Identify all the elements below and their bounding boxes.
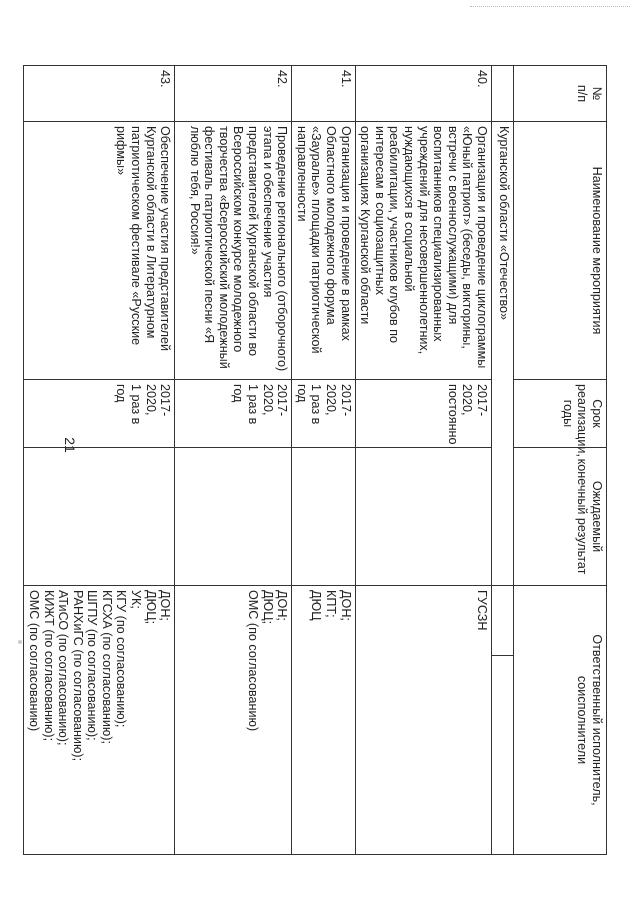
header-term: Срок реализации, годы bbox=[514, 380, 607, 448]
row-result bbox=[292, 448, 355, 586]
row-name: Организация и проведение циклограммы «Юный патриот» (беседы, викторины, встречи с военнослужащими) для воспитанников специализированных учреждений для несовершеннолетних, нуждающихся в социальной реабилитации, участников клубов по интересам в социозащитных организациях Курганской области bbox=[355, 122, 491, 380]
section-row bbox=[492, 66, 514, 855]
section-empty-cell bbox=[492, 66, 514, 122]
row-responsible: ДОН; ДЮЦ; ОМС (по согласованию) bbox=[175, 586, 292, 855]
row-number: 43. bbox=[24, 66, 175, 122]
row-number: 42. bbox=[175, 66, 292, 122]
table-row bbox=[175, 66, 292, 855]
section-empty-cell bbox=[492, 656, 514, 855]
row-responsible: ДОН; КПТ; ДЮЦ bbox=[292, 586, 355, 855]
row-name: Обеспечение участия представителей Курганской области в Литературном патриотическом фестивале «Русские рифмы» bbox=[24, 122, 175, 380]
row-result bbox=[355, 448, 491, 586]
row-number: 41. bbox=[292, 66, 355, 122]
row-term: 2017-2020, 1 раз в год bbox=[24, 380, 175, 448]
row-term: 2017-2020, постоянно bbox=[355, 380, 491, 448]
table-row bbox=[24, 66, 175, 855]
section-empty-cell bbox=[492, 586, 514, 656]
header-responsible: Ответственный исполнитель, соисполнители bbox=[514, 586, 607, 855]
row-number: 40. bbox=[355, 66, 491, 122]
table-row bbox=[355, 66, 491, 855]
row-name: Проведение регионального (отборочного) этапа и обеспечение участия представителей Курганской области во Всероссийском конкурсе молодежного творчества «Всероссийский молодежный фестиваль патриотической песни «Я люблю тебя, Россия!» bbox=[175, 122, 292, 380]
row-term: 2017-2020, 1 раз в год bbox=[175, 380, 292, 448]
row-name: Организация и проведение в рамках Областного молодежного форума «Зауралье» площадки патриотической направленности bbox=[292, 122, 355, 380]
section-title: Курганской области «Отечество» bbox=[492, 122, 514, 586]
header-number: № п/п bbox=[514, 66, 607, 122]
measures-table bbox=[23, 65, 607, 855]
page-number: 21 bbox=[62, 437, 78, 453]
row-result bbox=[175, 448, 292, 586]
scan-mark bbox=[18, 640, 22, 644]
header-result: Ожидаемый конечный результат bbox=[514, 448, 607, 586]
header-name: Наименование мероприятия bbox=[514, 122, 607, 380]
header-row bbox=[514, 66, 607, 855]
row-result bbox=[24, 448, 175, 586]
row-responsible: ДОН; ДЮЦ; УК; КГУ (по согласованию); КГСХА (по согласованию); ШГПУ (по согласованию); РАНХиГС (по согласованию); АТиСО (по согласованию); КИЖТ (по согласованию); ОМС (по согласованию) bbox=[24, 586, 175, 855]
row-term: 2017-2020, 1 раз в год bbox=[292, 380, 355, 448]
row-responsible: ГУСЗН bbox=[355, 586, 491, 855]
scan-edge-dots bbox=[470, 6, 630, 9]
table-row bbox=[292, 66, 355, 855]
